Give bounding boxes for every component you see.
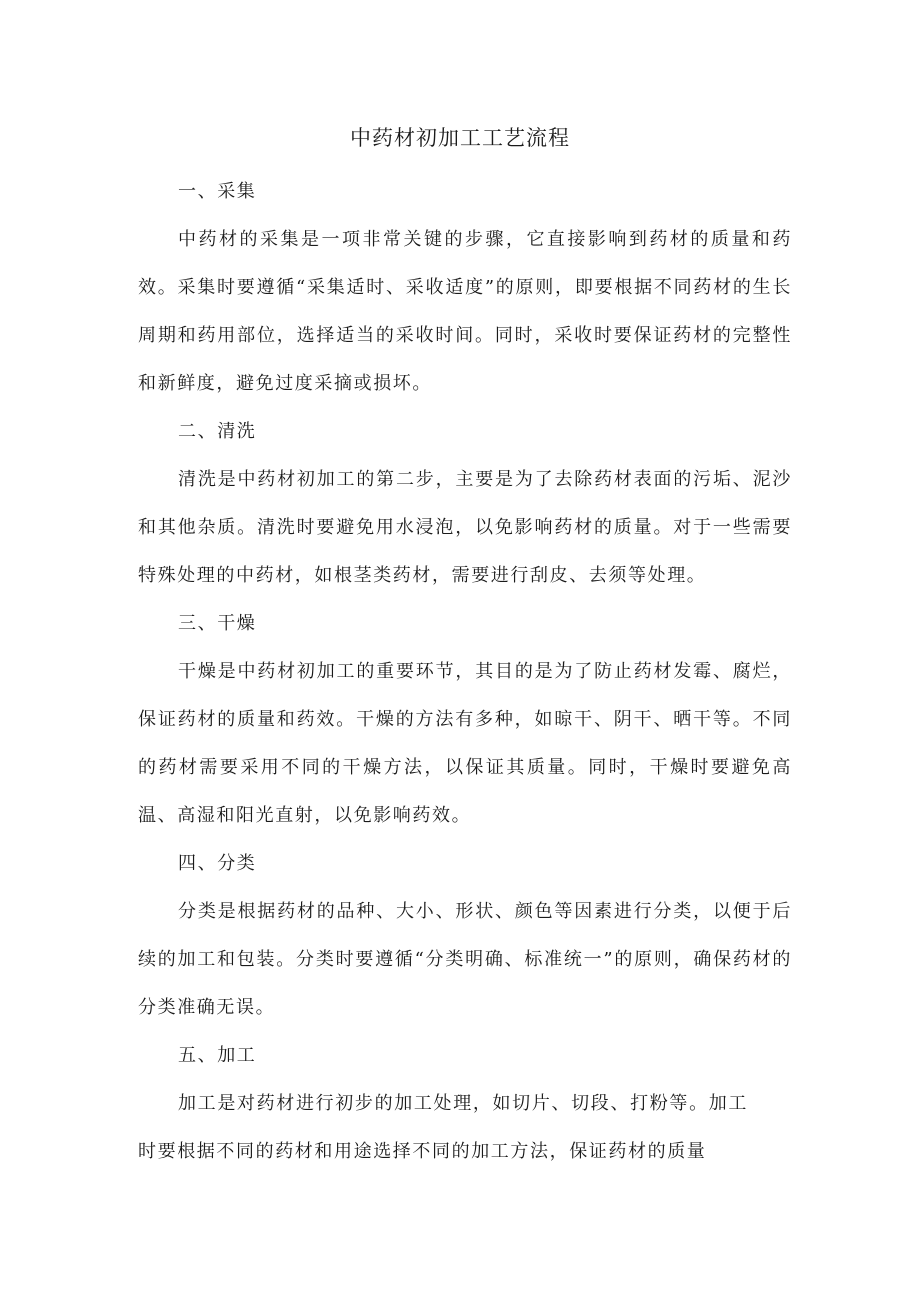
- section-paragraph-4: 分类是根据药材的品种、大小、形状、颜色等因素进行分类，以便于后续的加工和包装。分类时要遵循“分类明确、标准统一”的原则，确保药材的分类准确无误。: [138, 901, 792, 1018]
- section-heading-1: 一、采集: [178, 181, 257, 202]
- section-heading-5: 五、加工: [178, 1045, 257, 1066]
- section-heading-2: 二、清洗: [178, 421, 257, 442]
- section-heading-3: 三、干燥: [178, 613, 257, 634]
- section-heading-4: 四、分类: [178, 853, 257, 874]
- section-paragraph-3: 干燥是中药材初加工的重要环节，其目的是为了防止药材发霉、腐烂，保证药材的质量和药效。干燥的方法有多种，如晾干、阴干、晒干等。不同的药材需要采用不同的干燥方法，以保证其质量。同时，干燥时要避免高温、高湿和阳光直射，以免影响药效。: [138, 661, 792, 826]
- section-paragraph-2: 清洗是中药材初加工的第二步，主要是为了去除药材表面的污垢、泥沙和其他杂质。清洗时要避免用水浸泡，以免影响药材的质量。对于一些需要特殊处理的中药材，如根茎类药材，需要进行刮皮、去须等处理。: [138, 469, 792, 586]
- document-body: [138, 168, 792, 1176]
- section-paragraph-1: 中药材的采集是一项非常关键的步骤，它直接影响到药材的质量和药效。采集时要遵循“采集适时、采收适度”的原则，即要根据不同药材的生长周期和药用部位，选择适当的采收时间。同时，采收时要保证药材的完整性和新鲜度，避免过度采摘或损坏。: [138, 229, 792, 394]
- document-title: 中药材初加工工艺流程: [350, 126, 570, 150]
- section-paragraph-5: 加工是对药材进行初步的加工处理，如切片、切段、打粉等。加工时要根据不同的药材和用途选择不同的加工方法，保证药材的质量: [138, 1093, 748, 1162]
